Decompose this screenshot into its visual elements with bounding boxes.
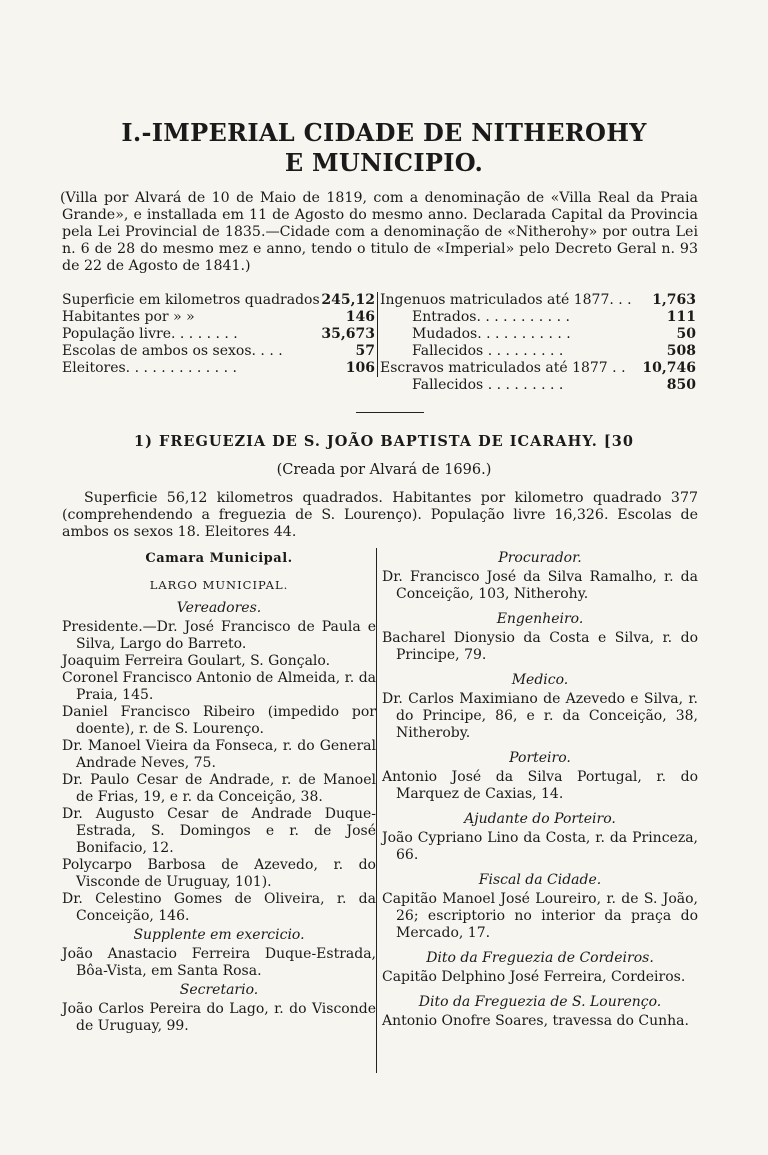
stat-row bbox=[380, 343, 696, 360]
office-entry: Dr. Carlos Maximiano de Azevedo e Silva, r. do Principe, 86, e r. da Conceição, 38, Nitheroby. bbox=[382, 691, 698, 741]
stat-value: 10,746 bbox=[642, 360, 696, 376]
office-heading: Porteiro. bbox=[509, 750, 571, 766]
stat-value: 850 bbox=[666, 377, 696, 393]
supplente-entry: João Anastacio Ferreira Duque-Estrada, Bôa-Vista, em Santa Rosa. bbox=[62, 946, 376, 979]
stat-value: 57 bbox=[355, 343, 375, 359]
office-entry: Bacharel Dionysio da Costa e Silva, r. do Principe, 79. bbox=[382, 630, 698, 663]
spacer bbox=[382, 803, 698, 809]
vereador-entry: Daniel Francisco Ribeiro (impedido por doente), r. de S. Lourenço. bbox=[62, 704, 376, 737]
office-heading: Ajudante do Porteiro. bbox=[464, 811, 616, 827]
divider-rule bbox=[356, 412, 424, 413]
vereadores-list bbox=[62, 619, 376, 925]
spacer bbox=[382, 603, 698, 609]
vereador-entry: Coronel Francisco Antonio de Almeida, r. da Praia, 145. bbox=[62, 670, 376, 703]
stat-value: 146 bbox=[345, 309, 375, 325]
vereador-entry: Dr. Manoel Vieira da Fonseca, r. do General Andrade Neves, 75. bbox=[62, 738, 376, 771]
intro-text: (Villa por Alvará de 10 de Maio de 1819, com a denominação de «Villa Real da Praia Grande», e installada em 11 de Agosto do mesmo anno. Declarada Capital da Provincia pela Lei Provincial de 1835.—Cidade com a denominação de «Nitherohy» por outra Lei n. 6 de 28 do mesmo mez e anno, tendo o titulo de «Imperial» pelo Decreto Geral n. 93 de 22 de Agosto de 1841.) bbox=[60, 190, 698, 274]
spacer bbox=[382, 864, 698, 870]
right-column bbox=[382, 548, 698, 1036]
spacer bbox=[382, 942, 698, 948]
office-heading: Engenheiro. bbox=[496, 611, 584, 627]
office-entry: Dr. Francisco José da Silva Ramalho, r. da Conceição, 103, Nitherohy. bbox=[382, 569, 698, 602]
parish-summary: Superficie 56,12 kilometros quadrados. Habitantes por kilometro quadrado 377 (comprehendendo a freguezia de S. Lourenço). População livre 16,326. Escolas de ambos os sexos 18. Eleitores 44. bbox=[62, 490, 698, 540]
vereadores-heading: Vereadores. bbox=[176, 600, 262, 616]
stat-row bbox=[62, 360, 375, 377]
office-entry: Capitão Delphino José Ferreira, Cordeiros. bbox=[382, 969, 686, 985]
office-heading: Dito da Freguezia de S. Lourenço. bbox=[418, 994, 662, 1010]
stat-value: 111 bbox=[666, 309, 696, 325]
office-heading: Dito da Freguezia de Cordeiros. bbox=[426, 950, 654, 966]
stat-label: Escolas de ambos os sexos. . . . bbox=[62, 343, 283, 359]
title-line-1: I.-IMPERIAL CIDADE DE NITHEROHY bbox=[121, 118, 647, 147]
stat-label: Mudados. . . . . . . . . . . bbox=[412, 326, 571, 342]
spacer bbox=[382, 1030, 698, 1036]
stat-row bbox=[380, 292, 696, 309]
supplente-heading: Supplente em exercicio. bbox=[133, 927, 305, 943]
stat-label: Entrados. . . . . . . . . . . bbox=[412, 309, 570, 325]
stat-row bbox=[380, 326, 696, 343]
stat-label: Habitantes por » » bbox=[62, 309, 195, 325]
left-column bbox=[62, 548, 377, 1073]
secretario-heading: Secretario. bbox=[179, 982, 259, 998]
stats-right bbox=[380, 292, 696, 394]
parish-heading: 1) FREGUEZIA DE S. JOÃO BAPTISTA DE ICARAHY. [30 bbox=[134, 433, 634, 450]
office-entry: Antonio Onofre Soares, travessa do Cunha. bbox=[382, 1013, 689, 1029]
stat-row bbox=[380, 377, 696, 394]
stat-label: Superficie em kilometros quadrados bbox=[62, 292, 320, 308]
parish-created: (Creada por Alvará de 1696.) bbox=[276, 462, 492, 478]
stat-label: Ingenuos matriculados até 1877. . . bbox=[380, 292, 632, 308]
spacer bbox=[382, 986, 698, 992]
office-entry: João Cypriano Lino da Costa, r. da Princeza, 66. bbox=[382, 830, 698, 863]
spacer bbox=[382, 664, 698, 670]
stat-row bbox=[62, 292, 375, 309]
stat-row bbox=[62, 326, 375, 343]
camara-heading: Camara Municipal. bbox=[145, 551, 293, 566]
vereador-entry: Polycarpo Barbosa de Azevedo, r. do Visconde de Uruguay, 101). bbox=[62, 857, 376, 890]
stat-row bbox=[62, 343, 375, 360]
office-entry: Capitão Manoel José Loureiro, r. de S. João, 26; escriptorio no interior da praça do Mercado, 17. bbox=[382, 891, 698, 941]
secretario-entry: João Carlos Pereira do Lago, r. do Visconde de Uruguay, 99. bbox=[62, 1001, 376, 1034]
stat-label: Fallecidos . . . . . . . . . bbox=[412, 377, 564, 393]
vereador-entry: Dr. Paulo Cesar de Andrade, r. de Manoel de Frias, 19, e r. da Conceição, 38. bbox=[62, 772, 376, 805]
stat-value: 508 bbox=[666, 343, 696, 359]
office-heading: Fiscal da Cidade. bbox=[478, 872, 602, 888]
stat-label: Eleitores. . . . . . . . . . . . . bbox=[62, 360, 237, 376]
stat-value: 50 bbox=[676, 326, 696, 342]
vereador-entry: Joaquim Ferreira Goulart, S. Gonçalo. bbox=[62, 653, 331, 669]
stat-row bbox=[62, 309, 375, 326]
vereador-entry: Dr. Augusto Cesar de Andrade Duque-Estrada, S. Domingos e r. de José Bonifacio, 12. bbox=[62, 806, 376, 856]
stat-row bbox=[380, 360, 696, 377]
office-entry: Antonio José da Silva Portugal, r. do Marquez de Caxias, 14. bbox=[382, 769, 698, 802]
largo-heading: LARGO MUNICIPAL. bbox=[149, 578, 289, 592]
stat-label: Escravos matriculados até 1877 . . bbox=[380, 360, 626, 376]
spacer bbox=[382, 742, 698, 748]
stat-value: 245,12 bbox=[321, 292, 375, 308]
office-heading: Procurador. bbox=[498, 550, 582, 566]
vereador-entry: Dr. Celestino Gomes de Oliveira, r. da Conceição, 146. bbox=[62, 891, 376, 924]
stat-value: 106 bbox=[345, 360, 375, 376]
stat-row bbox=[380, 309, 696, 326]
stats-left bbox=[62, 292, 378, 377]
intro-paragraph bbox=[62, 190, 698, 275]
stat-value: 35,673 bbox=[321, 326, 375, 342]
office-heading: Medico. bbox=[511, 672, 569, 688]
vereador-entry: Presidente.—Dr. José Francisco de Paula e Silva, Largo do Barreto. bbox=[62, 619, 376, 652]
stat-label: População livre. . . . . . . . bbox=[62, 326, 238, 342]
stat-label: Fallecidos . . . . . . . . . bbox=[412, 343, 564, 359]
stat-value: 1,763 bbox=[652, 292, 696, 308]
title-line-2: E MUNICIPIO. bbox=[284, 148, 484, 177]
